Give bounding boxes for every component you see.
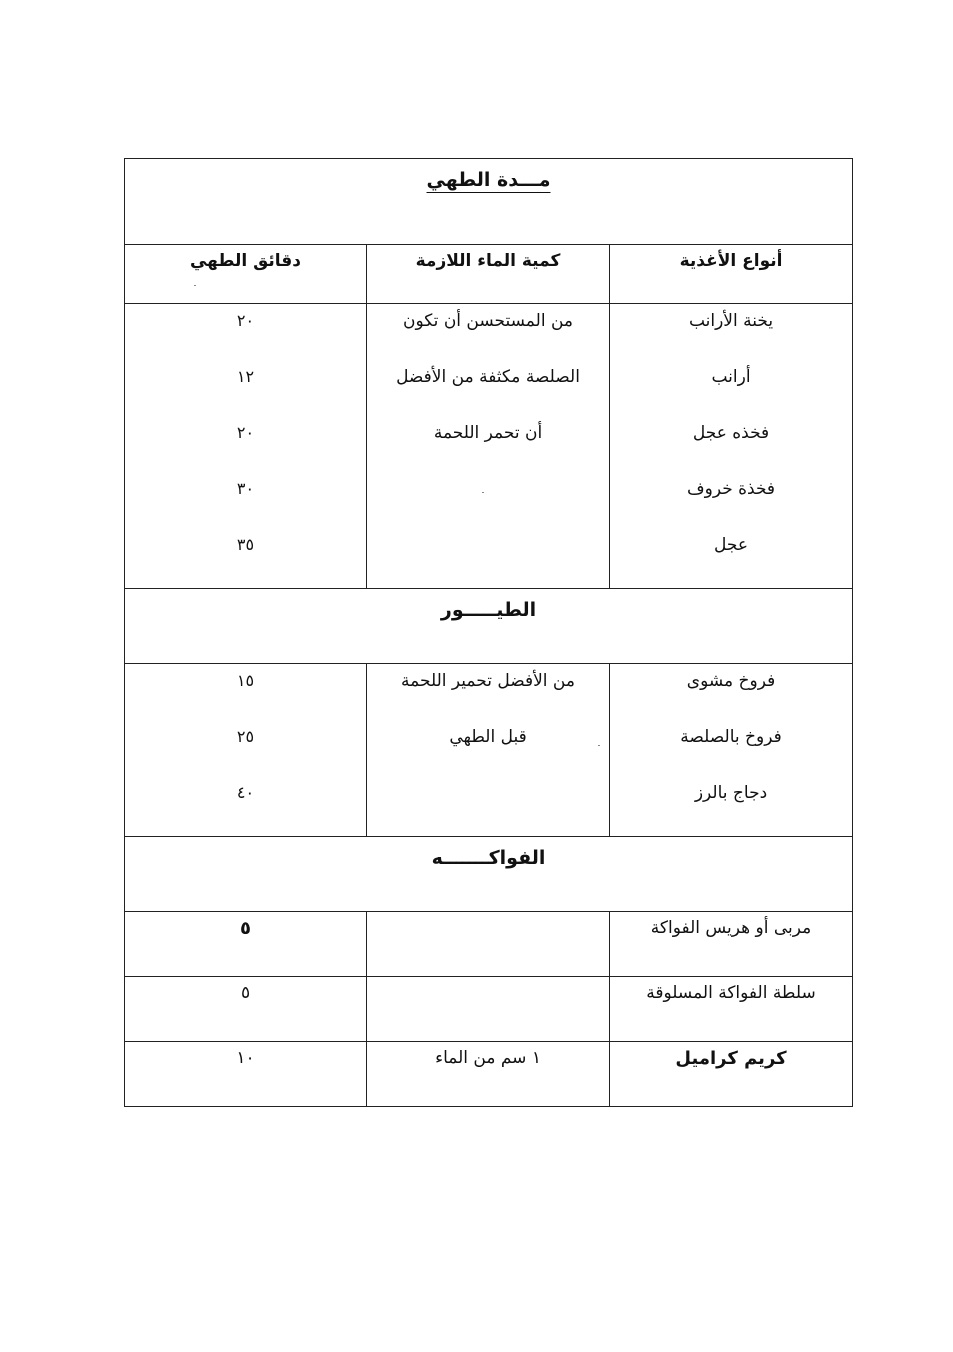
scan-speck [194,285,196,286]
table-title-cell [125,159,853,245]
minutes-value: ٣٥ [236,535,255,554]
water-cell [367,912,610,977]
minutes-cell: ١٠ [125,1042,367,1107]
list-item: فروخ بالصلصة [680,727,782,747]
note-line: أن تحمر اللحمة [433,423,543,443]
meats-water-cell [367,304,610,589]
section-poultry-heading: الطيـــــور [125,589,853,664]
meats-minutes-cell [125,304,367,589]
minutes-value: ٣٠ [236,479,255,498]
table-row [125,977,853,1042]
food-cell: مربى أو هريس الفواكة [610,912,853,977]
list-item: عجل [714,535,749,555]
poultry-foods-cell [610,664,853,837]
minutes-value: ٢٥ [236,727,255,746]
list-item: فخذة خروف [686,479,776,499]
table-title: مـــدة الطهي [426,169,551,191]
list-item: فروخ مشوى [686,671,776,691]
header-water-amount: كمية الماء اللازمة [367,245,610,304]
meats-foods-cell [610,304,853,589]
minutes-value: ٤٠ [236,783,255,802]
note-line: من الأفضل تحمير اللحمة [401,671,575,691]
header-cook-minutes: دقائق الطهي [125,245,367,304]
list-item: دجاج بالرز [694,783,768,803]
section-fruits-heading: الفواكـــــــه [125,837,853,912]
food-cell: كريم كراميل [610,1042,853,1107]
poultry-row [125,664,853,837]
minutes-value: ٢٠ [236,423,255,442]
note-line: من المستحسن أن تكون [403,311,573,331]
list-item: أرانب [711,367,751,387]
poultry-minutes-cell [125,664,367,837]
table-row [125,1042,853,1107]
water-cell [367,977,610,1042]
minutes-cell: ٥ [125,912,367,977]
table-row [125,912,853,977]
meats-row [125,304,853,589]
cooking-time-table [124,158,853,1107]
minutes-cell: ٥ [125,977,367,1042]
poultry-water-cell [367,664,610,837]
minutes-value: ٢٠ [236,311,255,330]
minutes-value: ١٥ [236,671,255,690]
note-line: الصلصة مكثفة من الأفضل [396,367,580,387]
scan-speck [482,492,484,493]
note-line: قبل الطهي [449,727,527,747]
water-cell: ١ سم من الماء [367,1042,610,1107]
scan-speck [598,745,600,746]
minutes-value: ١٢ [236,367,255,386]
list-item: يخنة الأرانب [688,311,774,331]
list-item: فخذه عجل [692,423,770,443]
header-food-types: أنواع الأغذية [610,245,853,304]
food-cell: سلطة الفواكة المسلوقة [610,977,853,1042]
